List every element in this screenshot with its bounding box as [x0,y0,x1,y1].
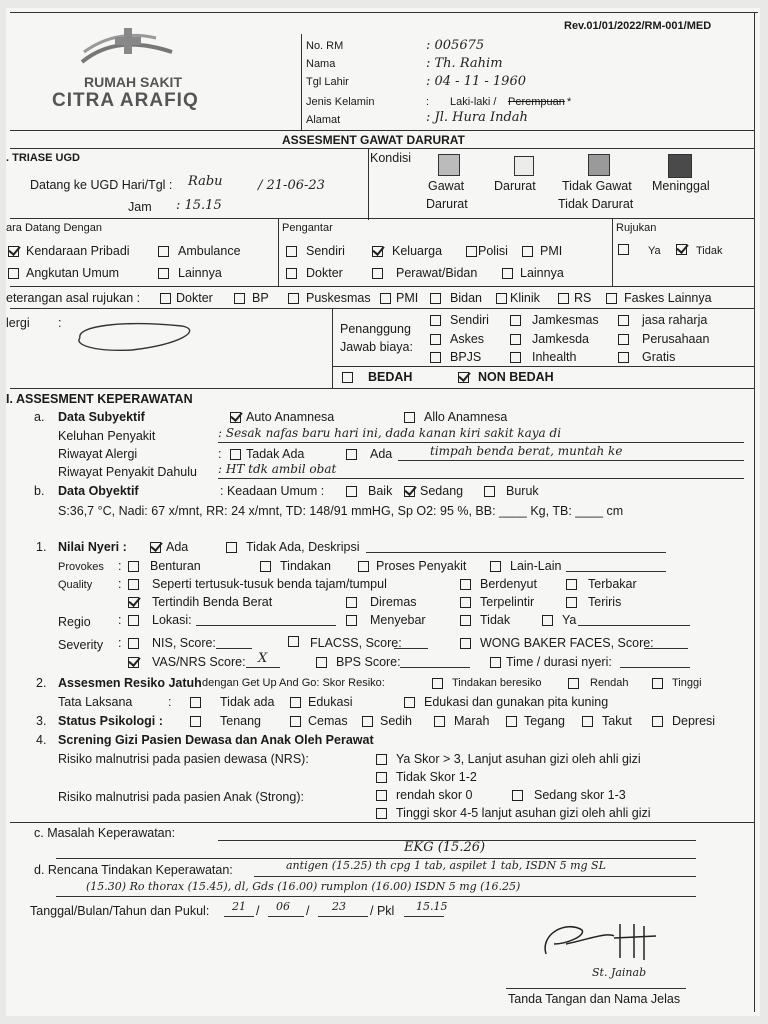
wong-baker-checkbox[interactable] [460,638,471,649]
pengantar-sendiri-checkbox[interactable] [286,246,297,257]
kondisi-tidak-darurat-label: Tidak Darurat [558,197,634,211]
tindakan-checkbox[interactable] [260,561,271,572]
psikologi-depresi-label: Depresi [672,714,716,728]
angkutan-umum-label: Angkutan Umum [26,266,120,280]
time-label: Time / durasi nyeri: [506,655,612,669]
psikologi-sedih-label: Sedih [380,714,412,728]
psikologi-marah-label: Marah [454,714,490,728]
lainnya-datang-checkbox[interactable] [158,268,169,279]
datang-tgl: / 21-06-23 [258,178,325,193]
penanggung-sendiri-checkbox[interactable] [430,315,441,326]
psikologi-tegang-label: Tegang [524,714,566,728]
quality-diremas-checkbox[interactable] [346,597,357,608]
riwayat-dahulu-value: : HT tdk ambil obat [218,462,337,476]
quality-label: Quality [58,579,93,591]
regio-ya-checkbox[interactable] [542,615,553,626]
regio-tidak-label: Tidak [480,613,511,627]
pengantar-keluarga-checkbox[interactable] [372,246,383,257]
quality-terbakar-label: Terbakar [588,577,637,591]
asal-faskes-label: Faskes Lainnya [624,291,712,305]
proses-penyakit-checkbox[interactable] [358,561,369,572]
jk-perempuan: Perempuan [508,96,565,108]
allo-anamnesa-checkbox[interactable] [404,412,415,423]
gizi-ya-skor-checkbox[interactable] [376,754,387,765]
bedah-checkbox[interactable] [342,372,353,383]
psikologi-sedih-checkbox[interactable] [362,716,373,727]
kondisi-tidak-gawat-box[interactable] [588,154,610,176]
quality-tertusuk-checkbox[interactable] [128,579,139,590]
datang-hari: Rabu [188,174,223,189]
asal-pmi-label: PMI [396,291,419,305]
pengantar-keluarga-label: Keluarga [392,244,443,258]
form-page: RUMAH SAKIT CITRA ARAFIQ Rev.01/01/2022/RM-001/MED No. RM : 005675 Nama : Th. Rahim Tgl Lahir : 04 - 11 - 1960 Jenis Kelamin : Laki-laki / Perempuan * Alamat : Jl. Hura Indah ASSESMENT GAWAT DARURAT . TRIASE UGD Datang ke UGD Hari/Tgl : Rabu / 21-06-23 Jam : 15.15 Kondisi Gawat Darurat Darurat Tidak Gawat Tidak Darurat Meninggal ara Datang Dengan Kendaraan Pribadi Ambulance Angkutan Umum Lainnya Pengantar Sendiri Keluarga Polisi PMI Dokter Perawat/Bidan Lainnya Rujukan Ya Tidak eterangan asal rujukan : Dokter BP Puskesmas PMI Bidan Klinik RS Faskes Lainnya lergi : Penanggung Jawab biaya: Sendiri Jamkesmas jasa raharja Askes Jamkesda Perusahaan BPJS Inhealth Gratis BEDAH NON BEDAH I. ASSESMENT KEPERAWATAN a. Data Subyektif Auto Anamnesa Allo Anamnesa Keluhan Penyakit : Sesak nafas baru hari ini, dada kanan kiri sakit kaya di Riwayat Alergi : Tadak Ada Ada timpah benda berat, muntah ke Riwayat Penyakit Dahulu : HT tdk ambil obat b. Data Obyektif : Keadaan Umum : Baik Sedang Buruk S:36,7 °C, Nadi: 67 x/mnt, RR: 24 x/mnt, TD: 148/91 mmHG, Sp O2: 95 %, BB: ____ Kg, TB: ____ cm 1. Nilai Nyeri : Ada Tidak Ada, Deskripsi Provokes : Benturan Tindakan Proses Penyakit Lain-Lain Quality : Seperti tertusuk-tusuk benda tajam/tumpul Berdenyut Terbakar Tertindih Benda Berat Diremas Terpelintir Teriris Regio : Lokasi: Menyebar Tidak Ya Severity : NIS, Score: FLACSS, Score: WONG BAKER FACES, Score: VAS/NRS Score: X BPS Score: Time / durasi nyeri: 2. Assesmen Resiko Jatuh dengan Get Up And Go: Skor Resiko: Tindakan beresiko Rendah Tinggi Tata Laksana : Tidak ada Edukasi Edukasi dan gunakan pita kuning 3. Status Psikologi : Tenang Cemas Sedih Marah Tegang Takut Depresi 4. Screning Gizi Pasien Dewasa dan Anak Oleh Perawat Risiko malnutrisi pada pasien dewasa (NRS): Ya Skor > 3, Lanjut asuhan gizi oleh ahli gizi Tidak Skor 1-2 Risiko malnutrisi pada pasien Anak (Strong): rendah skor 0 Sedang skor 1-3 Tinggi skor 4-5 lanjut asuhan gizi oleh ahli gizi c. Masalah Keperawatan: EKG (15.26) d. Rencana Tindakan Keperawatan: antigen (15.25) th cpg 1 tab, aspilet 1 tab, ISDN 5 mg SL (15.30) Ro thorax (15.45), dl, Gds (16.00) rumplon (16.00) ISDN 5 mg (16.25) Tanggal/Bulan/Tahun dan Pukul: 21 / 06 / 23 / Pkl 15.15 St. Jainab Tanda Tangan dan Nama Jelas [6,8,760,1016]
penanggung-bpjs-label: BPJS [450,350,482,364]
no-rm-value: : 005675 [426,38,485,53]
nyeri-tidak-ada-label: Tidak Ada, Deskripsi [246,540,360,554]
menyebar-checkbox[interactable] [346,615,357,626]
pengantar-perawat-label: Perawat/Bidan [396,266,478,280]
asal-puskesmas-checkbox[interactable] [288,293,299,304]
kendaraan-pribadi-checkbox[interactable] [8,246,19,257]
nama-value: : Th. Rahim [426,56,503,71]
tata-tidak-ada-checkbox[interactable] [190,697,201,708]
proses-penyakit-label: Proses Penyakit [376,559,467,573]
penanggung-gratis-checkbox[interactable] [618,352,629,363]
nyeri-ada-label: Ada [166,540,189,554]
footer-bln: 06 [276,900,290,913]
flacss-label: FLACSS, Score: [310,636,402,650]
ambulance-checkbox[interactable] [158,246,169,257]
keadaan-buruk-label: Buruk [506,484,539,498]
penanggung-perusahaan-checkbox[interactable] [618,334,629,345]
lokasi-label: Lokasi: [152,613,192,627]
triase-heading: . TRIASE UGD [6,152,80,164]
penanggung-askes-checkbox[interactable] [430,334,441,345]
kondisi-gawat-label: Gawat [428,179,465,193]
penanggung-inhealth-checkbox[interactable] [510,352,521,363]
psikologi-tenang-label: Tenang [220,714,262,728]
footer-thn: 23 [332,900,346,913]
quality-teriris-checkbox[interactable] [566,597,577,608]
tindakan-label: Tindakan [280,559,331,573]
alamat-value: : Jl. Hura Indah [426,110,528,125]
keadaan-buruk-checkbox[interactable] [484,486,495,497]
lain-lain-label: Lain-Lain [510,559,562,573]
pengantar-dokter-label: Dokter [306,266,343,280]
pengantar-polisi-label: Polisi [478,244,508,258]
psikologi-takut-label: Takut [602,714,632,728]
gizi-dewasa-label: Risiko malnutrisi pada pasien dewasa (NRS): [58,752,309,766]
flacss-checkbox[interactable] [288,636,299,647]
lain-lain-checkbox[interactable] [490,561,501,572]
kondisi-meninggal-label: Meninggal [652,179,710,193]
penanggung-label1: Penanggung [340,322,411,336]
asal-rs-checkbox[interactable] [558,293,569,304]
quality-berdenyut-checkbox[interactable] [460,579,471,590]
pengantar-pmi-label: PMI [540,244,563,258]
jam-value: : 15.15 [176,198,222,213]
bps-label: BPS Score: [336,655,401,669]
allo-anamnesa-label: Allo Anamnesa [424,410,508,424]
benturan-checkbox[interactable] [128,561,139,572]
penanggung-jamkesda-label: Jamkesda [532,332,589,346]
pengantar-lainnya-label: Lainnya [520,266,564,280]
alergi-scribble [62,314,212,356]
form-title: ASSESMENT GAWAT DARURAT [282,133,465,147]
jatuh-tinggi-label: Tinggi [672,677,702,689]
jam-label: Jam [128,200,152,214]
lokasi-checkbox[interactable] [128,615,139,626]
lainnya-datang-label: Lainnya [178,266,222,280]
asal-klinik-label: Klinik [510,291,540,305]
rujukan-label: Rujukan [616,222,657,234]
quality-tertusuk-label: Seperti tertusuk-tusuk benda tajam/tumpul [152,577,387,591]
tgl-lahir-value: : 04 - 11 - 1960 [426,74,526,89]
pengantar-pmi-checkbox[interactable] [522,246,533,257]
tata-edukasi-pita-label: Edukasi dan gunakan pita kuning [424,695,609,709]
revision-code: Rev.01/01/2022/RM-001/MED [564,20,712,32]
psikologi-depresi-checkbox[interactable] [652,716,663,727]
keperawatan-heading: I. ASSESMENT KEPERAWATAN [6,392,193,406]
gizi-tinggi-label: Tinggi skor 4-5 lanjut asuhan gizi oleh ahli gizi [396,806,651,820]
vital-signs: S:36,7 °C, Nadi: 67 x/mnt, RR: 24 x/mnt, TD: 148/91 mmHG, Sp O2: 95 %, BB: ____ Kg, TB: ____ cm [58,504,624,518]
psikologi-takut-checkbox[interactable] [582,716,593,727]
benturan-label: Benturan [150,559,201,573]
data-obyektif-label: Data Obyektif [58,484,139,498]
bedah-label: BEDAH [368,370,413,384]
kondisi-darurat-label: Darurat [494,179,536,193]
masalah-value: EKG (15.26) [404,840,486,855]
data-subyektif-label: Data Subyektif [58,410,145,424]
alergi-ada-label: Ada [370,447,393,461]
regio-tidak-checkbox[interactable] [460,615,471,626]
alergi-tidak-ada-checkbox[interactable] [230,449,241,460]
wong-baker-label: WONG BAKER FACES, Score: [480,636,654,650]
nyeri-ada-checkbox[interactable] [150,542,161,553]
penanggung-label2: Jawab biaya: [340,340,413,354]
section-a-label: a. [34,410,45,424]
gizi-sedang-checkbox[interactable] [512,790,523,801]
jatuh-tinggi-checkbox[interactable] [652,678,663,689]
tindakan-beresiko-label: Tindakan beresiko [452,677,542,689]
non-bedah-label: NON BEDAH [478,370,554,384]
keadaan-sedang-checkbox[interactable] [404,486,415,497]
no-rm-label: No. RM [306,40,344,52]
rencana-line1: antigen (15.25) th cpg 1 tab, aspilet 1 tab, ISDN 5 mg SL [286,859,606,872]
regio-ya-label: Ya [562,613,577,627]
signer-name: St. Jainab [592,966,647,979]
gizi-sedang-label: Sedang skor 1-3 [534,788,626,802]
masalah-label: c. Masalah Keperawatan: [34,826,176,840]
vas-value: X [258,651,268,666]
asal-rujukan-label: eterangan asal rujukan : [6,291,141,305]
quality-tertindih-checkbox[interactable] [128,597,139,608]
jk-laki: Laki-laki / [450,96,497,108]
resiko-jatuh-sublabel: dengan Get Up And Go: Skor Resiko: [202,677,385,689]
rencana-line2: (15.30) Ro thorax (15.45), dl, Gds (16.00) rumplon (16.00) ISDN 5 mg (16.25) [86,880,521,893]
rencana-label: d. Rencana Tindakan Keperawatan: [34,863,233,877]
alergi-label: lergi [6,316,30,330]
pengantar-sendiri-label: Sendiri [306,244,345,258]
psikologi-num: 3. [36,714,47,728]
jk-colon: : [426,96,430,108]
gizi-ya-skor-label: Ya Skor > 3, Lanjut asuhan gizi oleh ahli gizi [396,752,641,766]
alergi-tidak-ada-label: Tadak Ada [246,447,305,461]
quality-teriris-label: Teriris [588,595,622,609]
psikologi-tenang-checkbox[interactable] [190,716,201,727]
penanggung-jamkesmas-checkbox[interactable] [510,315,521,326]
penanggung-jasaraharja-label: jasa raharja [642,313,708,327]
keadaan-baik-checkbox[interactable] [346,486,357,497]
psikologi-cemas-label: Cemas [308,714,348,728]
severity-label: Severity [58,638,104,652]
pengantar-polisi-checkbox[interactable] [466,246,477,257]
gizi-tidak-skor-label: Tidak Skor 1-2 [396,770,477,784]
rujukan-ya-label: Ya [648,245,661,257]
rujukan-ya-checkbox[interactable] [618,244,629,255]
resiko-jatuh-label: Assesmen Resiko Jatuh [58,676,202,690]
non-bedah-checkbox[interactable] [458,372,469,383]
riwayat-alergi-label: Riwayat Alergi [58,447,138,461]
penanggung-jamkesmas-label: Jamkesmas [532,313,599,327]
pengantar-lainnya-checkbox[interactable] [502,268,513,279]
asal-rs-label: RS [574,291,592,305]
angkutan-umum-checkbox[interactable] [8,268,19,279]
asal-bidan-label: Bidan [450,291,482,305]
jatuh-rendah-checkbox[interactable] [568,678,579,689]
kondisi-gawat-label2: Darurat [426,197,468,211]
kondisi-meninggal-box[interactable] [668,154,692,178]
kondisi-gawat-box[interactable] [438,154,460,176]
keluhan-value: : Sesak nafas baru hari ini, dada kanan kiri sakit kaya di [218,426,562,440]
regio-label: Regio [58,615,91,629]
vas-label: VAS/NRS Score: [152,655,246,669]
pengantar-perawat-checkbox[interactable] [372,268,383,279]
nis-label: NIS, Score: [152,636,216,650]
jenis-kelamin-label: Jenis Kelamin [306,96,375,108]
jatuh-rendah-label: Rendah [590,677,629,689]
penanggung-gratis-label: Gratis [642,350,676,364]
psikologi-marah-checkbox[interactable] [434,716,445,727]
gizi-tinggi-checkbox[interactable] [376,808,387,819]
penanggung-inhealth-label: Inhealth [532,350,577,364]
gizi-rendah-label: rendah skor 0 [396,788,473,802]
tata-edukasi-checkbox[interactable] [290,697,301,708]
quality-terbakar-checkbox[interactable] [566,579,577,590]
signature [536,914,666,970]
footer-pkl: 15.15 [416,900,448,913]
keluhan-label: Keluhan Penyakit [58,429,156,443]
asal-klinik-checkbox[interactable] [496,293,507,304]
rujukan-tidak-label: Tidak [696,245,723,257]
asal-faskes-checkbox[interactable] [606,293,617,304]
penanggung-sendiri-label: Sendiri [450,313,489,327]
jk-star: * [567,96,572,108]
alamat-label: Alamat [306,114,341,126]
quality-tertindih-label: Tertindih Benda Berat [152,595,273,609]
asal-dokter-label: Dokter [176,291,213,305]
psikologi-cemas-checkbox[interactable] [290,716,301,727]
auto-anamnesa-label: Auto Anamnesa [246,410,335,424]
quality-terpelintir-label: Terpelintir [480,595,535,609]
tanda-tangan-label: Tanda Tangan dan Nama Jelas [508,992,681,1006]
jatuh-num: 2. [36,676,47,690]
asal-bidan-checkbox[interactable] [430,293,441,304]
psikologi-tegang-checkbox[interactable] [506,716,517,727]
kondisi-darurat-box[interactable] [514,156,534,176]
pengantar-dokter-checkbox[interactable] [286,268,297,279]
status-psikologi-label: Status Psikologi : [58,714,163,728]
gizi-num: 4. [36,733,47,747]
keadaan-sedang-label: Sedang [420,484,464,498]
provokes-label: Provokes [58,561,104,573]
tata-edukasi-pita-checkbox[interactable] [404,697,415,708]
keadaan-umum-label: : Keadaan Umum : [220,484,325,498]
pengantar-label: Pengantar [282,222,333,234]
vas-checkbox[interactable] [128,657,139,668]
nyeri-tidak-ada-checkbox[interactable] [226,542,237,553]
nis-checkbox[interactable] [128,638,139,649]
tata-edukasi-label: Edukasi [308,695,353,709]
rujukan-tidak-checkbox[interactable] [676,244,687,255]
gizi-anak-label: Risiko malnutrisi pada pasien Anak (Strong): [58,790,304,804]
tgl-lahir-label: Tgl Lahir [306,76,349,88]
gizi-rendah-checkbox[interactable] [376,790,387,801]
tata-laksana-label: Tata Laksana [58,695,133,709]
alergi-colon: : [58,316,62,330]
hospital-name-line1: RUMAH SAKIT [84,74,182,90]
penanggung-jamkesda-checkbox[interactable] [510,334,521,345]
asal-pmi-checkbox[interactable] [380,293,391,304]
alergi-ada-checkbox[interactable] [346,449,357,460]
quality-terpelintir-checkbox[interactable] [460,597,471,608]
tindakan-beresiko-checkbox[interactable] [432,678,443,689]
asal-dokter-checkbox[interactable] [160,293,171,304]
cara-datang-label: ara Datang Dengan [6,222,103,234]
datang-label: Datang ke UGD Hari/Tgl : [30,178,173,192]
kondisi-tidak-gawat-label: Tidak Gawat [562,179,632,193]
asal-puskesmas-label: Puskesmas [306,291,371,305]
pkl-label: / Pkl [370,904,395,918]
asal-bp-checkbox[interactable] [234,293,245,304]
tanggal-label: Tanggal/Bulan/Tahun dan Pukul: [30,904,210,918]
time-checkbox[interactable] [490,657,501,668]
nilai-nyeri-label: Nilai Nyeri : [58,540,127,554]
hospital-name-line2: CITRA ARAFIQ [52,90,199,111]
nyeri-num: 1. [36,540,47,554]
hospital-logo [76,22,186,82]
asal-bp-label: BP [252,291,269,305]
penanggung-perusahaan-label: Perusahaan [642,332,710,346]
menyebar-label: Menyebar [370,613,426,627]
penanggung-jasaraharja-checkbox[interactable] [618,315,629,326]
quality-diremas-label: Diremas [370,595,417,609]
section-b-label: b. [34,484,45,498]
nama-label: Nama [306,58,336,70]
gizi-tidak-skor-checkbox[interactable] [376,772,387,783]
penanggung-bpjs-checkbox[interactable] [430,352,441,363]
ambulance-label: Ambulance [178,244,241,258]
tata-tidak-ada-label: Tidak ada [220,695,275,709]
riwayat-dahulu-label: Riwayat Penyakit Dahulu [58,465,197,479]
bps-checkbox[interactable] [316,657,327,668]
keluhan-value-2: timpah benda berat, muntah ke [430,444,623,458]
quality-berdenyut-label: Berdenyut [480,577,537,591]
keadaan-baik-label: Baik [368,484,393,498]
penanggung-askes-label: Askes [450,332,485,346]
screening-gizi-label: Screning Gizi Pasien Dewasa dan Anak Oleh Perawat [58,733,374,747]
kendaraan-pribadi-label: Kendaraan Pribadi [26,244,130,258]
kondisi-label: Kondisi [370,151,411,165]
footer-tgl: 21 [232,900,246,913]
auto-anamnesa-checkbox[interactable] [230,412,241,423]
